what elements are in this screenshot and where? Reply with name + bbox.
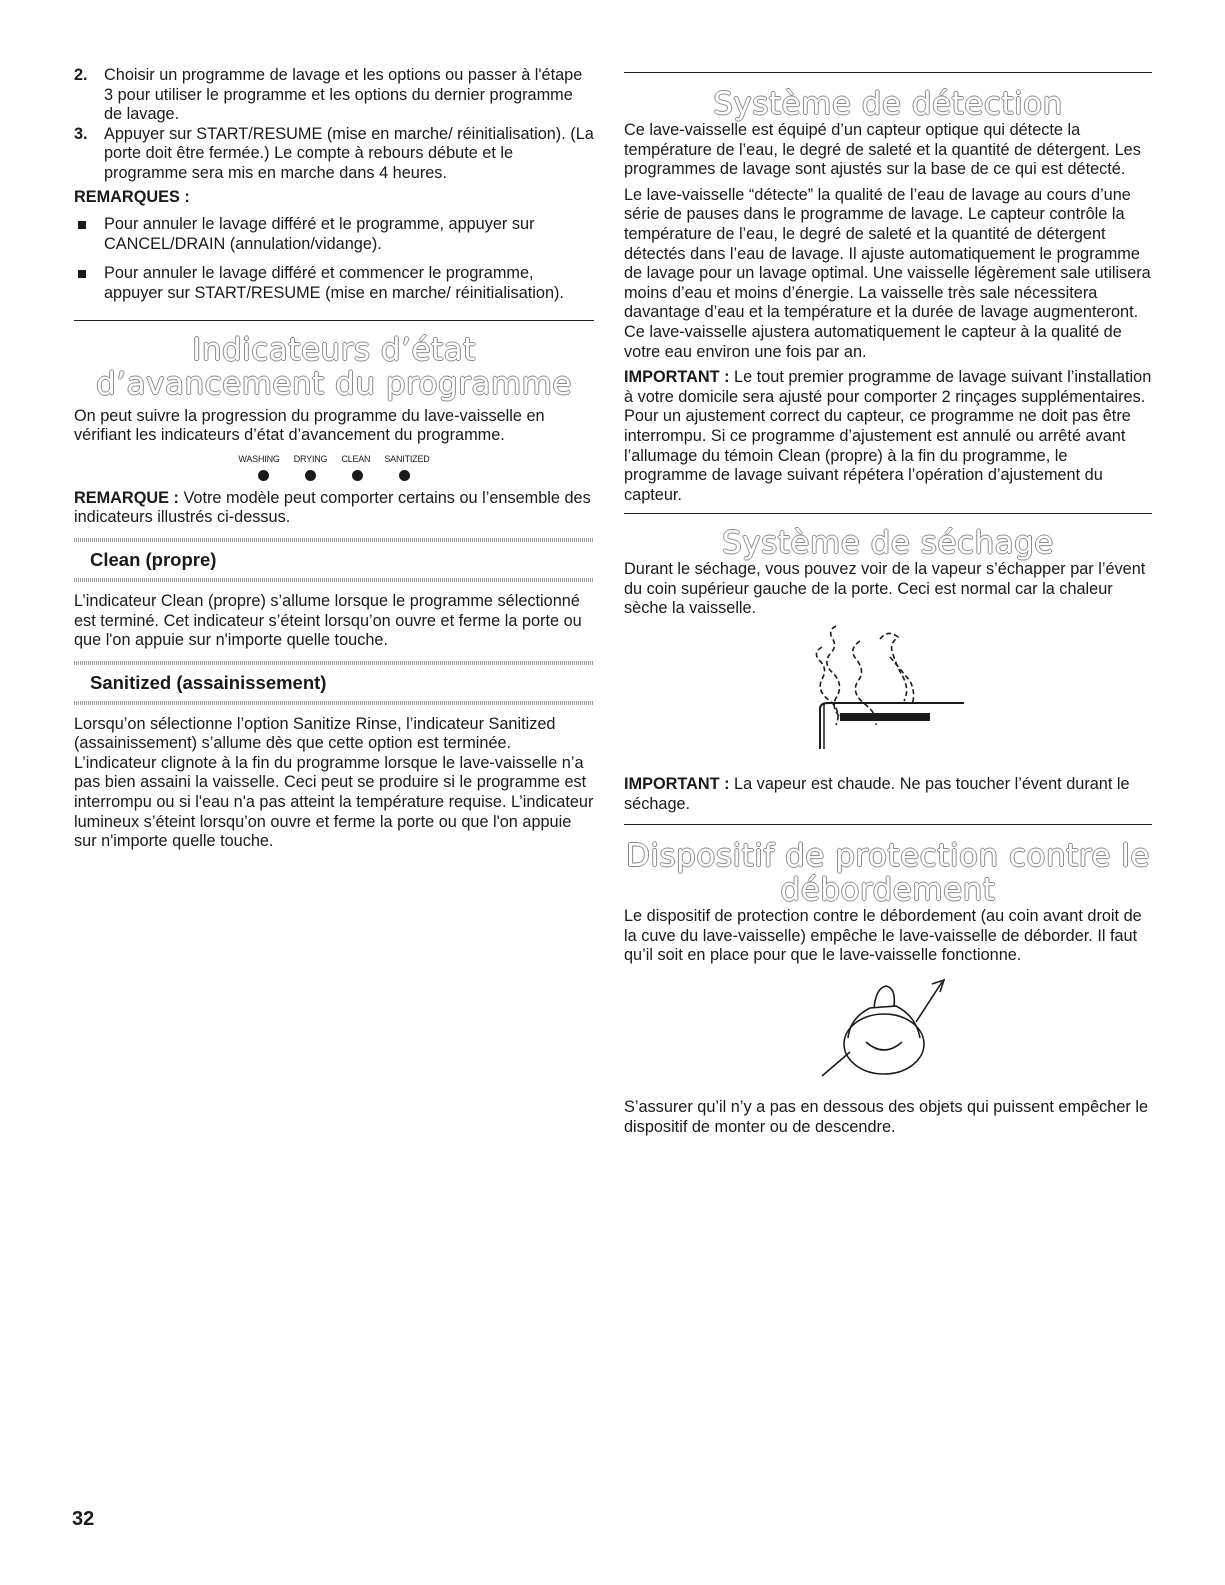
remarque-text: Votre modèle peut comporter certains ou l’ensemble des indicateurs illustrés ci-dessus. — [74, 488, 591, 527]
detection-section-title: Système de détection — [713, 86, 1063, 122]
step-text: Choisir un programme de lavage et les options ou passer à l'étape 3 pour utiliser le programme et les options du dernier programme de lavage. — [104, 66, 583, 124]
indicator-label-sanitized: SANITIZED — [384, 453, 430, 464]
status-intro: On peut suivre la progression du programme du lave-vaisselle en vérifiant les indicateurs d’état d’avancement du programme. — [74, 406, 545, 445]
important-text: Le tout premier programme de lavage suivant l’installation à votre domicile sera ajusté pour comporter 2 rinçages supplémentaires. Pour un ajustement correct du capteur, ce programme ne doit pas être interrompu. Si ce programme d’ajustement est annulé ou arrêté avant l’allumage du témoin Clean (propre) à la fin du programme, le programme de lavage suivant répétera l’opération d’ajustement du capteur. — [624, 368, 1152, 504]
bullet-text: Pour annuler le lavage différé et commencer le programme, appuyer sur START/RESUME (mise en marche/ réinitialisation). — [104, 264, 564, 302]
bullet-item — [74, 215, 594, 254]
detection-paragraph-1: Ce lave-vaisselle est équipé d’un capteur optique qui détecte la température de l’eau, le degré de saleté et la quantité de détergent. Les programmes de lavage sont ajustés sur la base de ce qui est détecté. — [624, 121, 1141, 179]
drying-paragraph: Durant le séchage, vous pouvez voir de la vapeur s’échapper par l’évent du coin supérieur gauche de la porte. Ceci est normal car la chaleur sèche la vaisselle. — [624, 560, 1146, 618]
sanitized-text: Lorsqu’on sélectionne l’option Sanitize Rinse, l’indicateur Sanitized (assainissement) s’allume dès que cette option est terminée. L’indicateur clignote à la fin du programme lorsque le lave-vaisselle n’a pas bien assaini la vaisselle. Ceci peut se produire si le programme est interrompu ou si l'eau n'a pas atteint la température requise. L’indicateur lumineux s’éteint lorsqu’on ouvre et ferme la porte ou que l'on appuie sur n'importe quelle touche. — [74, 714, 594, 851]
status-section-title: Indicateurs d’état d’avancement du programme — [96, 331, 572, 402]
remarque-note — [74, 489, 594, 528]
clean-heading: Clean (propre) — [90, 548, 217, 570]
vent-slot — [840, 713, 930, 721]
indicator-light-washing — [258, 470, 269, 481]
indicator-light-clean — [352, 470, 363, 481]
step-3 — [74, 125, 594, 184]
bullet-square-icon — [78, 270, 86, 278]
indicator-light-drying — [305, 470, 316, 481]
status-indicators — [74, 454, 594, 481]
step-text: Appuyer sur START/RESUME (mise en marche/ réinitialisation). (La porte doit être fermée.) Le compte à rebours débute et le programme sera mis en marche dans 4 heures. — [104, 124, 594, 182]
detection-paragraph-2: Le lave-vaisselle “détecte” la qualité de l’eau de lavage au cours d’une série de pauses dans le programme de lavage. Le capteur contrôle la température de l’eau, le degré de saleté et la quantité de détergent détectés dans l’eau de lavage. Il ajuste automatiquement le programme de lavage pour un lavage optimal. Une vaisselle légèrement sale utilisera moins d’eau et moins d’énergie. La vaisselle très sale nécessitera davantage d’eau et la température et la durée de lavage augmenteront. Ce lave-vaisselle ajustera automatiquement le capteur à la qualité de votre eau environ une fois par an. — [624, 185, 1151, 361]
section-rule — [624, 513, 1152, 514]
step-number: 2. — [74, 66, 88, 84]
drying-section-title: Système de séchage — [722, 525, 1054, 562]
indicator-labels — [74, 454, 594, 465]
overflow-paragraph-1: Le dispositif de protection contre le débordement (au coin avant droit de la cuve du lave-vaisselle) empêche le lave-vaisselle de déborder. Il faut qu’il soit en place pour que le lave-vaisselle fonctionne. — [624, 907, 1142, 965]
indicator-label-clean: CLEAN — [341, 453, 371, 464]
right-column — [624, 66, 1152, 1143]
bullet-item — [74, 264, 594, 303]
indicator-light-sanitized — [399, 470, 410, 481]
important-text: La vapeur est chaude. Ne pas toucher l’évent durant le séchage. — [624, 775, 1130, 813]
clean-text: L’indicateur Clean (propre) s’allume lorsque le programme sélectionné est terminé. Cet indicateur s’éteint lorsqu’on ouvre et ferme la porte ou que l'on appuie sur n'importe quelle touche. — [74, 591, 582, 650]
important-label: IMPORTANT : — [624, 775, 730, 794]
overflow-section-title: Dispositif de protection contre le débordement — [626, 838, 1150, 909]
overflow-paragraph-2: S’assurer qu’il n’y a pas en dessous des objets qui puissent empêcher le dispositif de monter ou de descendre. — [624, 1098, 1149, 1136]
indicator-label-washing: WASHING — [238, 453, 280, 464]
left-column — [74, 66, 594, 858]
section-rule — [624, 72, 1152, 73]
steam-vent-illustration — [624, 621, 1152, 771]
bullet-text: Pour annuler le lavage différé et le programme, appuyer sur CANCEL/DRAIN (annulation/vidange). — [104, 215, 535, 253]
important-label: IMPORTANT : — [624, 368, 730, 387]
sanitized-heading: Sanitized (assainissement) — [90, 671, 327, 693]
remarque-label: REMARQUE : — [74, 488, 179, 507]
section-rule — [624, 824, 1152, 825]
page-number: 32 — [72, 1508, 95, 1530]
indicator-lights — [74, 470, 594, 481]
step-2 — [74, 66, 594, 125]
remarques-heading: REMARQUES : — [74, 187, 190, 206]
subsection-rule — [74, 578, 594, 582]
detection-important — [624, 368, 1152, 505]
step-number: 3. — [74, 124, 88, 143]
bullet-square-icon — [78, 221, 86, 229]
subsection-rule — [74, 701, 594, 705]
section-rule — [74, 320, 594, 321]
drying-important — [624, 775, 1152, 814]
indicator-label-drying: DRYING — [293, 453, 328, 464]
float-device-illustration — [624, 978, 1152, 1088]
